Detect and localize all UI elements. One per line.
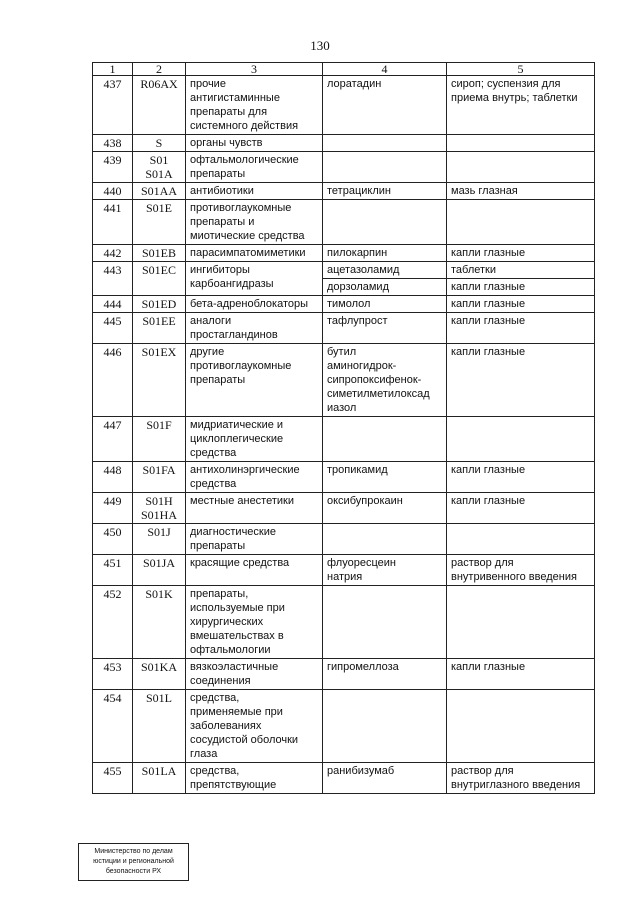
dosage-form (447, 135, 595, 152)
pharmacological-group: местные анестетики (186, 493, 323, 524)
atc-code: S01KA (133, 659, 186, 690)
row-number: 443 (93, 262, 133, 296)
atc-code: S01EB (133, 245, 186, 262)
table-header-row (93, 63, 595, 76)
table-row (93, 462, 595, 493)
pharmacological-group: аналоги простагландинов (186, 313, 323, 344)
atc-code: S01K (133, 586, 186, 659)
row-number: 445 (93, 313, 133, 344)
table-row (93, 262, 595, 296)
dosage-form: раствор для внутривенного введения (447, 555, 595, 586)
atc-code: S01F (133, 417, 186, 462)
ministry-stamp: Министерство по делам юстиции и региональной безопасности РХ (78, 843, 189, 881)
row-number: 454 (93, 690, 133, 763)
pharmacological-group: противоглаукомные препараты и миотические средства (186, 200, 323, 245)
pharmacological-group: парасимпатомиметики (186, 245, 323, 262)
atc-code: S01H S01HA (133, 493, 186, 524)
drug-name: тропикамид (323, 462, 447, 493)
atc-code: S01EC (133, 262, 186, 296)
pharmacological-group: антибиотики (186, 183, 323, 200)
dosage-form (447, 200, 595, 245)
row-number: 441 (93, 200, 133, 245)
column-header-1: 1 (93, 63, 133, 76)
table-row (93, 152, 595, 183)
pharmacological-group: вязкоэластичные соединения (186, 659, 323, 690)
row-number: 451 (93, 555, 133, 586)
pharmacological-group: диагностические препараты (186, 524, 323, 555)
dosage-form: мазь глазная (447, 183, 595, 200)
row-number: 438 (93, 135, 133, 152)
atc-code: S01ED (133, 296, 186, 313)
dosage-form: капли глазные (447, 313, 595, 344)
pharmacological-group: другие противоглаукомные препараты (186, 344, 323, 417)
pharmacological-group: препараты, используемые при хирургических вмешательствах в офтальмологии (186, 586, 323, 659)
drug-name: дорзоламид (327, 281, 389, 293)
atc-code: S01L (133, 690, 186, 763)
table-row (93, 183, 595, 200)
atc-code: S01J (133, 524, 186, 555)
row-number: 437 (93, 76, 133, 135)
pharmacological-group: бета-адреноблокаторы (186, 296, 323, 313)
atc-code: S01EX (133, 344, 186, 417)
row-number: 439 (93, 152, 133, 183)
dosage-form: капли глазные (451, 281, 526, 293)
atc-code: S (133, 135, 186, 152)
table-body (93, 76, 595, 794)
table-row (93, 586, 595, 659)
pharmacological-group: органы чувств (186, 135, 323, 152)
dosage-form: раствор для внутриглазного введения (447, 763, 595, 794)
pharmacological-group: антихолинэргические средства (186, 462, 323, 493)
atc-code: S01AA (133, 183, 186, 200)
table-row (93, 313, 595, 344)
row-number: 448 (93, 462, 133, 493)
dosage-form (447, 524, 595, 555)
atc-code: S01LA (133, 763, 186, 794)
dosage-form: таблетки (447, 262, 594, 279)
table-row (93, 524, 595, 555)
drug-name (323, 417, 447, 462)
pharmacological-group: средства, препятствующие (186, 763, 323, 794)
dosage-form (447, 690, 595, 763)
row-number: 446 (93, 344, 133, 417)
table-row (93, 493, 595, 524)
pharmacological-group: средства, применяемые при заболеваниях сосудистой оболочки глаза (186, 690, 323, 763)
atc-code: S01FA (133, 462, 186, 493)
table-row (93, 245, 595, 262)
dosage-form (447, 417, 595, 462)
row-number: 452 (93, 586, 133, 659)
row-number: 455 (93, 763, 133, 794)
dosage-forms-cell (447, 262, 595, 296)
drug-name (323, 690, 447, 763)
table-row (93, 690, 595, 763)
pharmacological-group: мидриатические и циклоплегические средства (186, 417, 323, 462)
drug-name: тафлупрост (323, 313, 447, 344)
row-number: 444 (93, 296, 133, 313)
atc-code: R06AX (133, 76, 186, 135)
atc-code: S01 S01A (133, 152, 186, 183)
column-header-4: 4 (323, 63, 447, 76)
medication-table (92, 62, 595, 794)
dosage-form: сироп; суспензия для приема внутрь; таблетки (447, 76, 595, 135)
drug-name (323, 135, 447, 152)
table-row (93, 200, 595, 245)
row-number: 447 (93, 417, 133, 462)
dosage-form: капли глазные (447, 296, 595, 313)
dosage-form: капли глазные (447, 493, 595, 524)
drug-name: гипромеллоза (323, 659, 447, 690)
pharmacological-group: прочие антигистаминные препараты для системного действия (186, 76, 323, 135)
row-number: 453 (93, 659, 133, 690)
drug-names-cell (323, 262, 447, 296)
table-row (93, 296, 595, 313)
table-row (93, 417, 595, 462)
drug-name (323, 586, 447, 659)
atc-code: S01EE (133, 313, 186, 344)
drug-name: флуоресцеин натрия (323, 555, 447, 586)
drug-name: тимолол (323, 296, 447, 313)
dosage-form: капли глазные (447, 245, 595, 262)
drug-name: пилокарпин (323, 245, 447, 262)
drug-name (323, 524, 447, 555)
table-row (93, 76, 595, 135)
dosage-form (447, 152, 595, 183)
drug-name: ацетазоламид (323, 262, 446, 279)
atc-code: S01JA (133, 555, 186, 586)
table-row (93, 659, 595, 690)
dosage-form: капли глазные (447, 659, 595, 690)
pharmacological-group: офтальмологические препараты (186, 152, 323, 183)
atc-code: S01E (133, 200, 186, 245)
drug-name: оксибупрокаин (323, 493, 447, 524)
drug-name (323, 200, 447, 245)
drug-name: ранибизумаб (323, 763, 447, 794)
table-row (93, 555, 595, 586)
row-number: 442 (93, 245, 133, 262)
drug-name: бутил аминогидрок- сипропоксифенок- симетилметилоксад иазол (323, 344, 447, 417)
row-number: 440 (93, 183, 133, 200)
drug-name (323, 152, 447, 183)
row-number: 450 (93, 524, 133, 555)
table-row (93, 135, 595, 152)
column-header-3: 3 (186, 63, 323, 76)
dosage-form: капли глазные (447, 462, 595, 493)
table-row (93, 344, 595, 417)
dosage-form: капли глазные (447, 344, 595, 417)
page-number: 130 (310, 38, 330, 53)
table-row (93, 763, 595, 794)
dosage-form (447, 586, 595, 659)
pharmacological-group: красящие средства (186, 555, 323, 586)
pharmacological-group: ингибиторы карбоангидразы (186, 262, 323, 296)
drug-name: лоратадин (323, 76, 447, 135)
column-header-5: 5 (447, 63, 595, 76)
column-header-2: 2 (133, 63, 186, 76)
drug-name: тетрациклин (323, 183, 447, 200)
row-number: 449 (93, 493, 133, 524)
